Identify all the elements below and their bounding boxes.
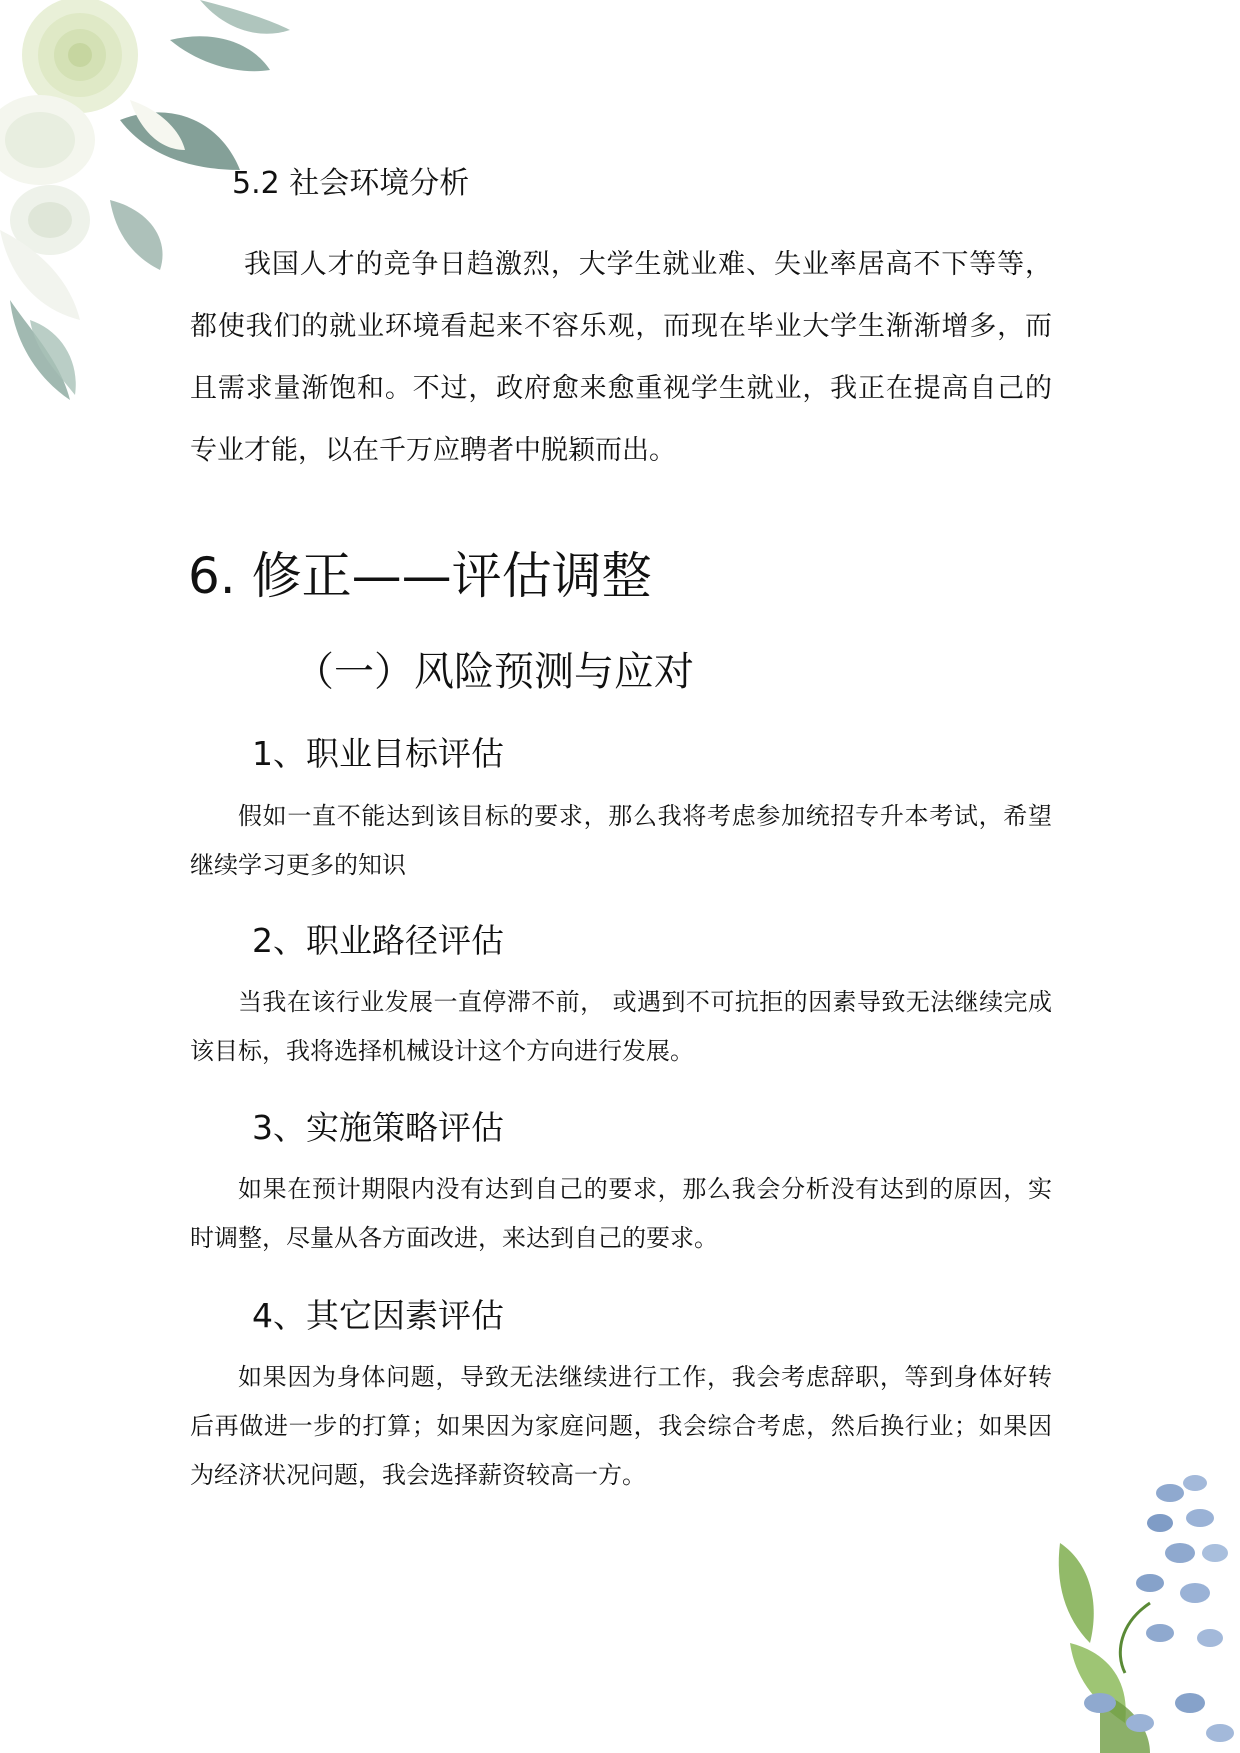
paragraph-other-factors: 如果因为身体问题，导致无法继续进行工作，我会考虑辞职，等到身体好转后再做进一步的打算；如果因为家庭问题，我会综合考虑，然后换行业；如果因为经济状况问题，我会选择薪资较高一方。 <box>190 1363 1052 1489</box>
section-heading-risk: （一）风险预测与应对 <box>294 649 694 695</box>
floral-corner-bottom-right <box>1040 1453 1240 1753</box>
chapter-heading-6: 6. 修正——评估调整 <box>188 547 652 605</box>
section-heading-5-2: 5.2 社会环境分析 <box>232 166 470 201</box>
paragraph-career-goal: 假如一直不能达到该目标的要求，那么我将考虑参加统招专升本考试，希望继续学习更多的知识 <box>190 802 1052 879</box>
item-heading-career-goal: 1、职业目标评估 <box>252 734 504 773</box>
item-heading-strategy: 3、实施策略评估 <box>252 1108 504 1147</box>
paragraph-strategy: 如果在预计期限内没有达到自己的要求，那么我会分析没有达到的原因，实时调整，尽量从各方面改进，来达到自己的要求。 <box>190 1175 1052 1252</box>
paragraph-social-environment: 我国人才的竞争日趋激烈，大学生就业难、失业率居高不下等等，都使我们的就业环境看起来不容乐观，而现在毕业大学生渐渐增多，而且需求量渐饱和。不过，政府愈来愈重视学生就业，我正在提高自己的专业才能，以在千万应聘者中脱颖而出。 <box>190 249 1052 466</box>
paragraph-career-path: 当我在该行业发展一直停滞不前， 或遇到不可抗拒的因素导致无法继续完成该目标，我将选择机械设计这个方向进行发展。 <box>190 988 1052 1065</box>
rose-icon <box>0 0 185 320</box>
item-heading-other-factors: 4、其它因素评估 <box>252 1296 504 1335</box>
blue-flower-icon <box>1084 1475 1234 1742</box>
item-heading-career-path: 2、职业路径评估 <box>252 921 504 960</box>
